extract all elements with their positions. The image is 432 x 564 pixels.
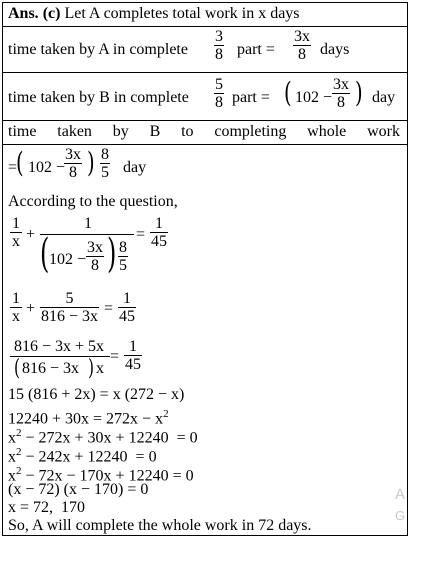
step-line: x = 72, 170 bbox=[8, 499, 86, 516]
line-b-inner: 102 − bbox=[295, 89, 333, 106]
answer-option: (c) bbox=[42, 5, 61, 22]
equals-sign: = bbox=[136, 226, 146, 243]
fraction-5-over-816-3x: 5 816 − 3x bbox=[41, 290, 99, 325]
fraction-3x-8: 3x 8 bbox=[294, 28, 310, 63]
answer-statement: Let A completes total work in x days bbox=[64, 5, 300, 22]
line-a-days: days bbox=[320, 41, 350, 58]
answer-prefix: Ans. bbox=[8, 5, 39, 22]
conclusion-line: So, A will complete the whole work in 72 days. bbox=[8, 517, 312, 534]
complex-fraction: 1 ( 102 − 3x 8 ) 8 5 bbox=[40, 215, 134, 283]
equals-sign: = bbox=[110, 348, 120, 365]
fraction-3-8: 3 8 bbox=[215, 28, 223, 63]
equals-sign: = bbox=[104, 300, 114, 317]
step-line: (x − 72) (x − 170) = 0 bbox=[8, 481, 149, 498]
line-c-inner: 102 − bbox=[28, 159, 66, 176]
fraction-1-x: 1 x bbox=[12, 215, 20, 250]
row-divider bbox=[2, 120, 408, 121]
step-line: 15 (816 + 2x) = x (272 − x) bbox=[8, 386, 185, 403]
line-a-part: part = bbox=[237, 41, 275, 58]
watermark-fragment: A bbox=[395, 486, 406, 503]
right-paren: ) bbox=[107, 231, 117, 277]
row-divider bbox=[2, 144, 408, 145]
fraction-1-45: 1 45 bbox=[125, 338, 141, 373]
row-divider bbox=[2, 72, 408, 73]
equals-sign: = bbox=[8, 159, 18, 176]
right-paren: ) bbox=[87, 146, 95, 179]
left-paren: ( bbox=[16, 146, 24, 179]
fraction-8-5: 8 5 bbox=[101, 146, 109, 181]
step-line: $x^2 - 242x + 12240 = 0$ bbox=[8, 446, 157, 466]
line-b-whole-work: time taken by B to completing whole work bbox=[8, 123, 400, 140]
line-c-day: day bbox=[123, 159, 147, 176]
right-paren: ) bbox=[88, 356, 95, 381]
answer-line bbox=[8, 5, 300, 23]
left-paren: ( bbox=[40, 231, 50, 277]
fraction-5-8: 5 8 bbox=[215, 76, 223, 111]
line-b-day: day bbox=[372, 89, 396, 106]
watermark-fragment: G bbox=[395, 508, 406, 523]
fraction-3x-8: 3x 8 bbox=[65, 146, 81, 181]
combined-fraction: 816 − 3x + 5x ( 816 − 3x ) x bbox=[10, 338, 110, 384]
step-line: $x^2 - 72x - 170x + 12240 = 0$ bbox=[8, 465, 194, 485]
fraction-1-45: 1 45 bbox=[119, 290, 135, 325]
line-a-time-text: time taken by A in complete bbox=[8, 41, 188, 58]
plus-sign: + bbox=[26, 300, 36, 317]
line-b-part: part = bbox=[232, 89, 270, 106]
row-divider bbox=[2, 26, 408, 27]
fraction-1-x: 1 x bbox=[12, 290, 20, 325]
left-paren: ( bbox=[14, 356, 21, 381]
step-line: $x^2 - 272x + 30x + 12240 = 0$ bbox=[8, 427, 198, 447]
line-b-time-text: time taken by B in complete bbox=[8, 89, 189, 106]
according-text: According to the question, bbox=[8, 193, 178, 210]
left-paren: ( bbox=[284, 76, 292, 109]
step-line: $12240 + 30x = 272x - x^2$ bbox=[8, 408, 169, 428]
fraction-3x-8: 3x 8 bbox=[333, 76, 349, 111]
plus-sign: + bbox=[26, 226, 36, 243]
fraction-1-45: 1 45 bbox=[151, 215, 167, 250]
right-paren: ) bbox=[355, 76, 363, 109]
